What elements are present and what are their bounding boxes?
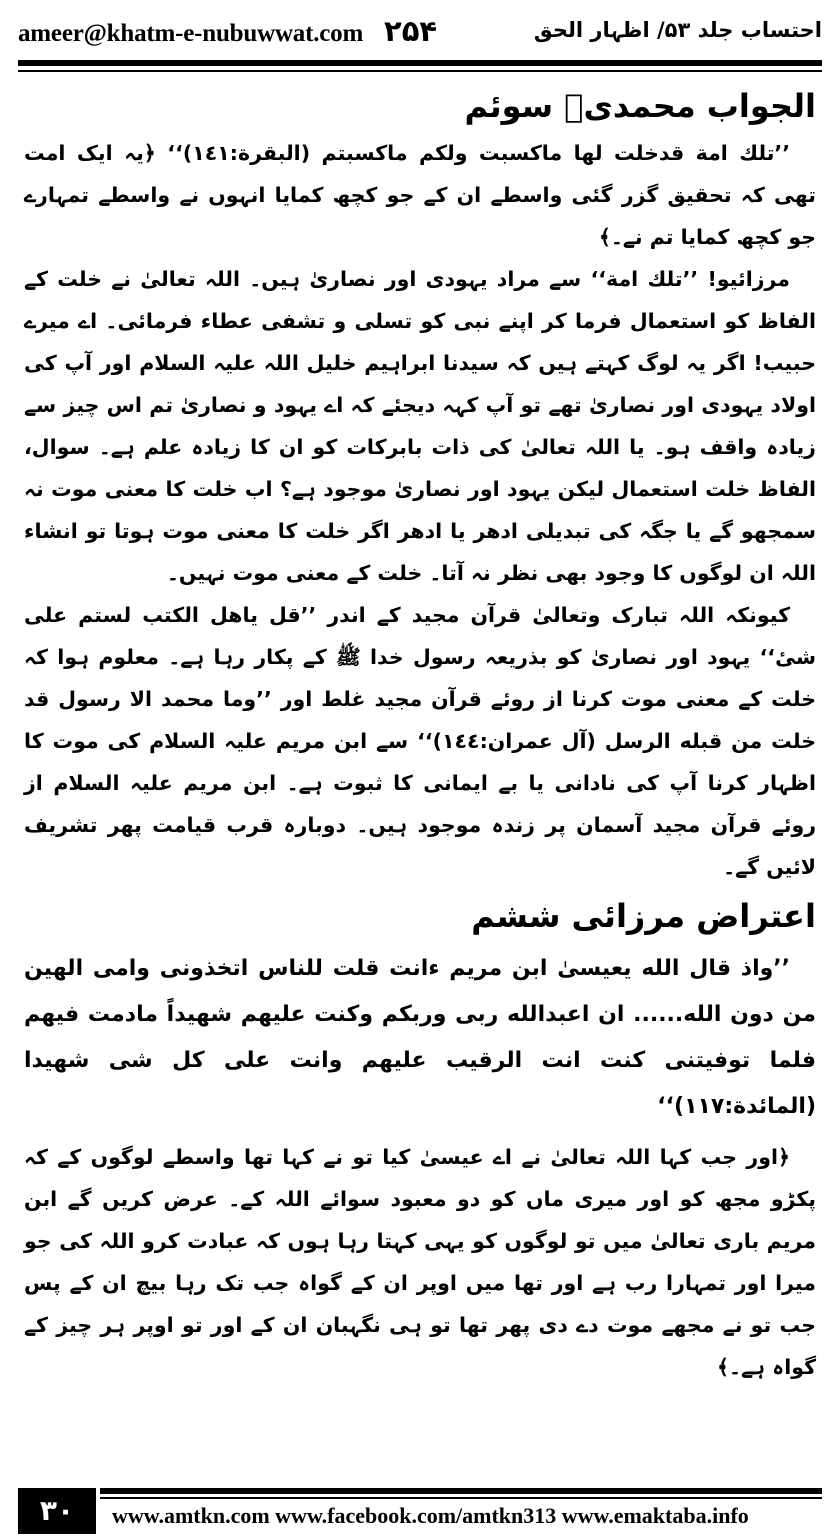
section-heading-objection: اعتراض مرزائی ششم [471,897,816,935]
footer-rule-thin [100,1497,822,1499]
page-header [18,14,822,54]
paragraph-translation: ﴿اور جب کہا اللہ تعالیٰ نے اے عیسیٰ کیا تو نے کہا تھا واسطے لوگوں کے کہ پکڑو مجھ کو اور میری ماں کو دو معبود سوائے اللہ کے۔ عرض کریں گے ابن مریم باری تعالیٰ میں تو لوگوں کو یہی کہتا رہا ہوں کہ عبادت کرو اللہ کی جو میرا اور تمہارا رب ہے اور تھا میں اوپر ان کے گواہ جب تک رہا بیچ ان کے پس جب تو نے مجھے موت دے دی پھر تھا تو ہی نگہبان ان کے اور تو اوپر ہر چیز کے گواہ ہے۔﴾ [24,1145,816,1379]
paragraph-explanation: مرزائیو! ’’تلك امة‘‘ سے مراد یہودی اور نصاریٰ ہیں۔ اللہ تعالیٰ نے خلت کے الفاظ کو استعمال فرما کر اپنے نبی کو تسلی و تشفی عطاء فرمائی۔ اے میرے حبیب! اگر یہ لوگ کہتے ہیں کہ سیدنا ابراہیم خلیل اللہ علیہ السلام اور آپ کی اولاد یہودی اور نصاریٰ تھے تو آپ کہہ دیجئے کہ اے یہود و نصاریٰ تم اس چیز سے زیادہ واقف ہو۔ یا اللہ تعالیٰ کی ذات بابرکات کو ان کا زیادہ علم ہے۔ سوال، الفاظ خلت استعمال لیکن یہود اور نصاریٰ موجود ہے؟ اب خلت کا معنی موت نہ سمجھو گے یا جگہ کی تبدیلی ادھر یا ادھر اگر خلت کا معنی موت ہوتا تو انشاء اللہ ان لوگوں کا وجود بھی نظر نہ آتا۔ خلت کے معنی موت نہیں۔ [24,267,816,585]
header-book-title: احتساب جلد ۵۳/ اظہار الحق [533,18,822,42]
paragraph-argument: کیونکہ اللہ تبارک وتعالیٰ قرآن مجید کے اندر ’’قل یاهل الكتب لستم علی شیٔ‘‘ یہود اور نصاریٰ کو بذریعہ رسول خدا ﷺ کے پکار رہا ہے۔ معلوم ہوا کہ خلت کے معنی موت کرنا از روئے قرآن مجید غلط اور ’’وما محمد الا رسول قد خلت من قبله الرسل (آل عمران:١٤٤)‘‘ سے ابن مریم علیہ السلام کی موت کا اظہار کرنا آپ کی نادانی یا بے ایمانی کا ثبوت ہے۔ ابن مریم علیہ السلام از روئے قرآن مجید آسمان پر زندہ موجود ہیں۔ دوبارہ قرب قیامت پھر تشریف لائیں گے۔ [24,603,816,879]
page-footer [18,1488,822,1534]
header-page-number: ۲۵۴ [384,14,438,48]
quran-quote-maidah: ’’واذ قال الله یعیسیٰ ابن مریم ءانت قلت للناس اتخذونی وامی الهین من دون الله...... ان اعبدالله ربی وربكم وكنت علیهم شهیداً مادمت فیهم فلما توفیتنی كنت انت الرقیب علیهم وانت علی كل شی شهیدا (المائدة:١١٧)‘‘ [24,956,816,1119]
header-rule-thick [18,60,822,66]
quran-quote-baqarah: ’’تلك امة قدخلت لها ماكسبت ولكم ماكسبتم (البقرة:١٤١)‘‘ ﴿یہ ایک امت تھی کہ تحقیق گزر گئی واسطے ان کے جو کچھ کمایا انہوں نے واسطے تمہارے جو کچھ کمایا تم نے۔﴾ [24,141,816,249]
footer-rule-thick [100,1488,822,1494]
footer-page-number: ۳۰ [18,1488,96,1534]
section-heading-answer: الجواب محمدیؐ سوئم [464,87,816,125]
header-email: ameer@khatm-e-nubuwwat.com [18,20,364,47]
page-body [24,78,816,1478]
footer-links: www.amtkn.com www.facebook.com/amtkn313 www.emaktaba.info [112,1503,749,1528]
header-rule-thin [18,70,822,72]
